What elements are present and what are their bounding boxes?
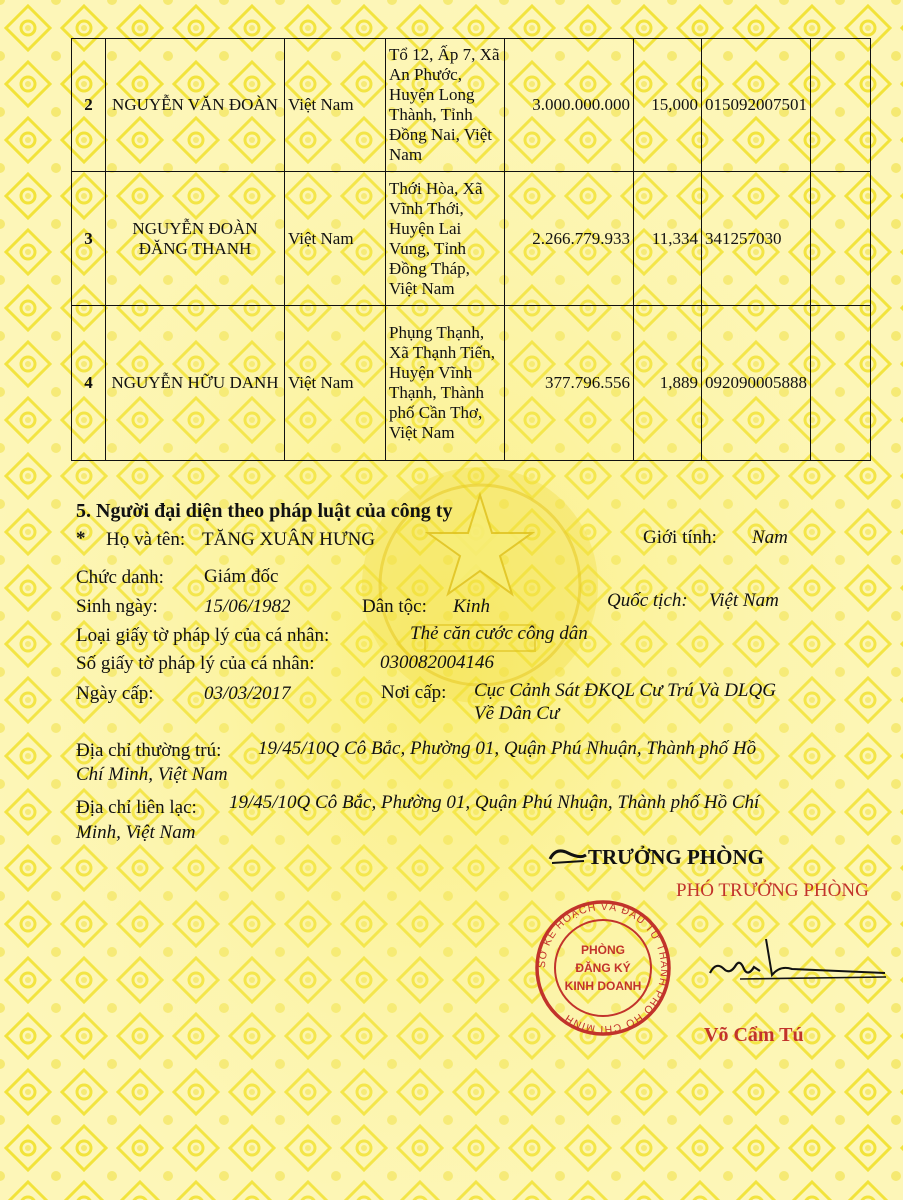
stamp-outer-text: SỞ KẾ HOẠCH VÀ ĐẦU TƯ THÀNH PHỐ HỒ CHÍ MINH: [535, 900, 671, 1036]
owner-percent: 15,000: [634, 39, 702, 172]
issue-place-label: Nơi cấp:: [381, 682, 447, 703]
owner-nationality: Việt Nam: [285, 306, 386, 461]
contact-address-line2: Minh, Việt Nam: [76, 822, 196, 843]
empty-cell: [811, 39, 871, 172]
handwritten-signature: [700, 935, 890, 995]
owner-address: Tổ 12, Ấp 7, Xã An Phước, Huyện Long Thành, Tỉnh Đồng Nai, Việt Nam: [386, 39, 505, 172]
contact-address-label: Địa chỉ liên lạc:: [76, 797, 197, 818]
permanent-address-label: Địa chỉ thường trú:: [76, 740, 222, 761]
owner-id-number: 015092007501: [702, 39, 811, 172]
signer-name: Võ Cẩm Tú: [704, 1024, 804, 1046]
signature-title: TRƯỞNG PHÒNG: [588, 845, 764, 869]
owner-address: Thới Hòa, Xã Vĩnh Thới, Huyện Lai Vung, Tỉnh Đồng Tháp, Việt Nam: [386, 172, 505, 306]
row-number: 4: [72, 306, 106, 461]
owner-capital: 3.000.000.000: [505, 39, 634, 172]
doc-number-value: 030082004146: [380, 652, 494, 673]
nationality-label: Quốc tịch:: [607, 590, 688, 611]
permanent-address-line2: Chí Minh, Việt Nam: [76, 764, 228, 785]
doc-number-label: Số giấy tờ pháp lý của cá nhân:: [76, 653, 315, 674]
row-number: 3: [72, 172, 106, 306]
row-number: 2: [72, 39, 106, 172]
name-label: Họ và tên:: [106, 529, 186, 550]
table-row: [72, 39, 871, 172]
bullet-marker: *: [76, 528, 86, 549]
ethnicity-value: Kinh: [453, 596, 490, 617]
strike-mark-icon: [548, 843, 588, 869]
issue-place-value-line1: Cục Cảnh Sát ĐKQL Cư Trú Và DLQG: [474, 680, 776, 701]
owner-address: Phụng Thạnh, Xã Thạnh Tiến, Huyện Vĩnh Thạnh, Thành phố Cần Thơ, Việt Nam: [386, 306, 505, 461]
owner-name: NGUYỄN HỮU DANH: [106, 306, 285, 461]
job-title-label: Chức danh:: [76, 567, 164, 588]
empty-cell: [811, 172, 871, 306]
owner-percent: 11,334: [634, 172, 702, 306]
gender-label: Giới tính:: [643, 527, 717, 548]
empty-cell: [811, 306, 871, 461]
deputy-title: PHÓ TRƯỞNG PHÒNG: [676, 880, 869, 901]
dob-label: Sinh ngày:: [76, 596, 158, 617]
table-row: [72, 306, 871, 461]
stamp-line-1: PHÒNG: [580, 943, 626, 957]
contact-address-line1: 19/45/10Q Cô Bắc, Phường 01, Quận Phú Nhuận, Thành phố Hồ Chí: [229, 792, 760, 813]
owner-percent: 1,889: [634, 306, 702, 461]
issue-date-value: 03/03/2017: [204, 683, 291, 704]
section-heading: 5. Người đại diện theo pháp luật của công ty: [76, 500, 453, 522]
owner-capital: 2.266.779.933: [505, 172, 634, 306]
stamp-line-3: KINH DOANH: [564, 979, 642, 993]
doc-type-label: Loại giấy tờ pháp lý của cá nhân:: [76, 625, 330, 646]
nationality-value: Việt Nam: [709, 590, 779, 611]
doc-type-value: Thẻ căn cước công dân: [410, 623, 588, 644]
permanent-address-line1: 19/45/10Q Cô Bắc, Phường 01, Quận Phú Nhuận, Thành phố Hồ: [258, 738, 757, 759]
owner-name: NGUYỄN ĐOÀN ĐĂNG THANH: [106, 172, 285, 306]
dob-value: 15/06/1982: [204, 596, 291, 617]
owner-name: NGUYỄN VĂN ĐOÀN: [106, 39, 285, 172]
owner-nationality: Việt Nam: [285, 39, 386, 172]
stamp-line-2: ĐĂNG KÝ: [575, 961, 631, 975]
job-title-value: Giám đốc: [204, 566, 279, 587]
owner-id-number: 092090005888: [702, 306, 811, 461]
ethnicity-label: Dân tộc:: [362, 596, 427, 617]
name-value: TĂNG XUÂN HƯNG: [202, 529, 376, 550]
official-stamp: [528, 898, 678, 1038]
table-row: [72, 172, 871, 306]
issue-place-value-line2: Về Dân Cư: [474, 703, 560, 724]
owner-id-number: 341257030: [702, 172, 811, 306]
gender-value: Nam: [752, 527, 788, 548]
owner-capital: 377.796.556: [505, 306, 634, 461]
issue-date-label: Ngày cấp:: [76, 683, 154, 704]
owners-table: [71, 38, 871, 461]
owner-nationality: Việt Nam: [285, 172, 386, 306]
